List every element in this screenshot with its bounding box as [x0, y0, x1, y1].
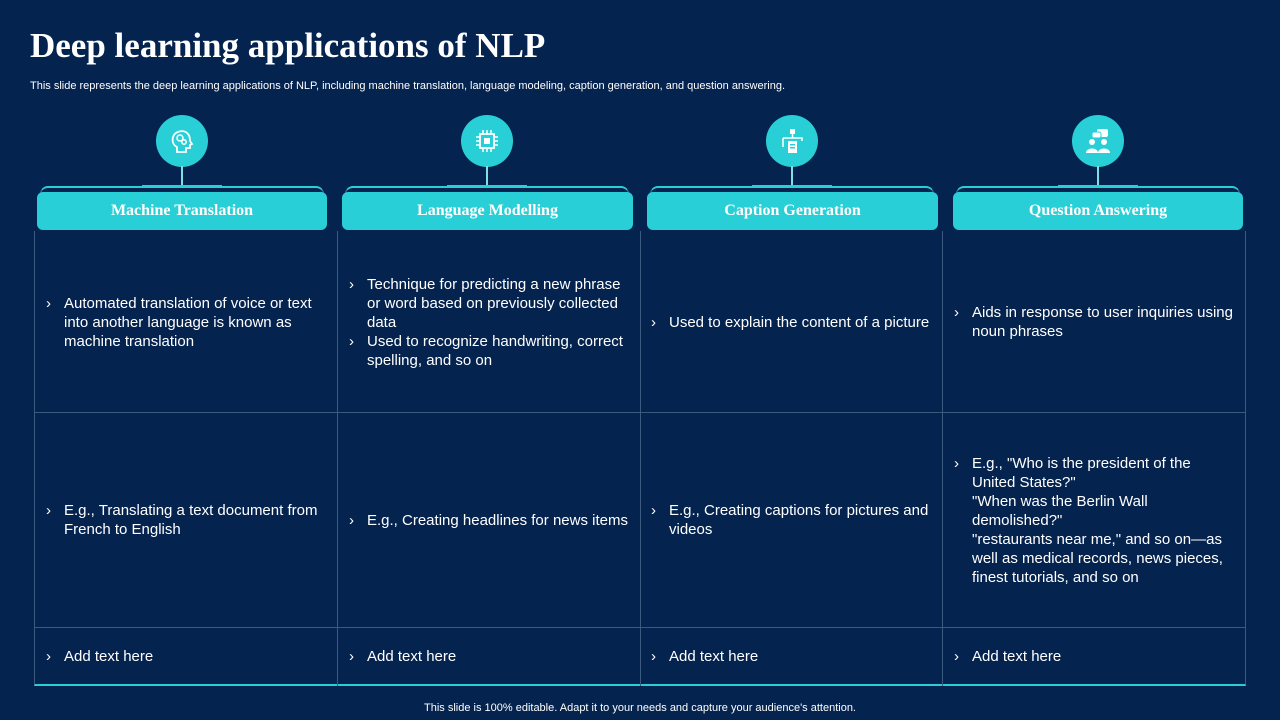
cell-lm-placeholder[interactable]: › Add text here — [349, 648, 457, 665]
header-machine-translation: Machine Translation — [37, 192, 327, 230]
people-chat-icon — [1072, 115, 1124, 167]
header-caption-generation: Caption Generation — [647, 192, 938, 230]
cell-cg-example: › E.g., Creating captions for pictures and videos — [651, 502, 929, 538]
cell-mt-placeholder[interactable]: › Add text here — [46, 648, 154, 665]
slide-footer: This slide is 100% editable. Adapt it to your needs and capture your audience's attention. — [424, 702, 856, 714]
cell-mt-description: › Automated translation of voice or text into another language is known as machine translation — [46, 294, 312, 350]
cell-mt-example: › E.g., Translating a text document from French to English — [46, 502, 318, 538]
flowchart-document-icon — [766, 115, 818, 167]
cell-lm-description: › Technique for predicting a new phrase or word based on previously collected data › Used to recognize handwriting, correct spelling, and so on — [349, 275, 623, 369]
cell-cg-placeholder[interactable]: › Add text here — [651, 648, 759, 665]
cell-qa-description: › Aids in response to user inquiries using noun phrases — [954, 304, 1233, 340]
slide-subtitle: This slide represents the deep learning applications of NLP, including machine translation, language modeling, caption generation, and question answering. — [30, 80, 786, 92]
ai-chip-icon — [461, 115, 513, 167]
slide-title: Deep learning applications of NLP — [30, 26, 546, 65]
brain-gears-icon — [156, 115, 208, 167]
cell-qa-placeholder[interactable]: › Add text here — [954, 648, 1062, 665]
cell-qa-example: › E.g., "Who is the president of the United States?" "When was the Berlin Wall demolished?" "restaurants near me," and so on—as well as medical records, news pieces, finest tutorials, and so on — [954, 454, 1223, 586]
cell-cg-description: › Used to explain the content of a picture — [651, 313, 930, 331]
header-question-answering: Question Answering — [953, 192, 1243, 230]
header-language-modelling: Language Modelling — [342, 192, 633, 230]
cell-lm-example: › E.g., Creating headlines for news items — [349, 511, 628, 529]
